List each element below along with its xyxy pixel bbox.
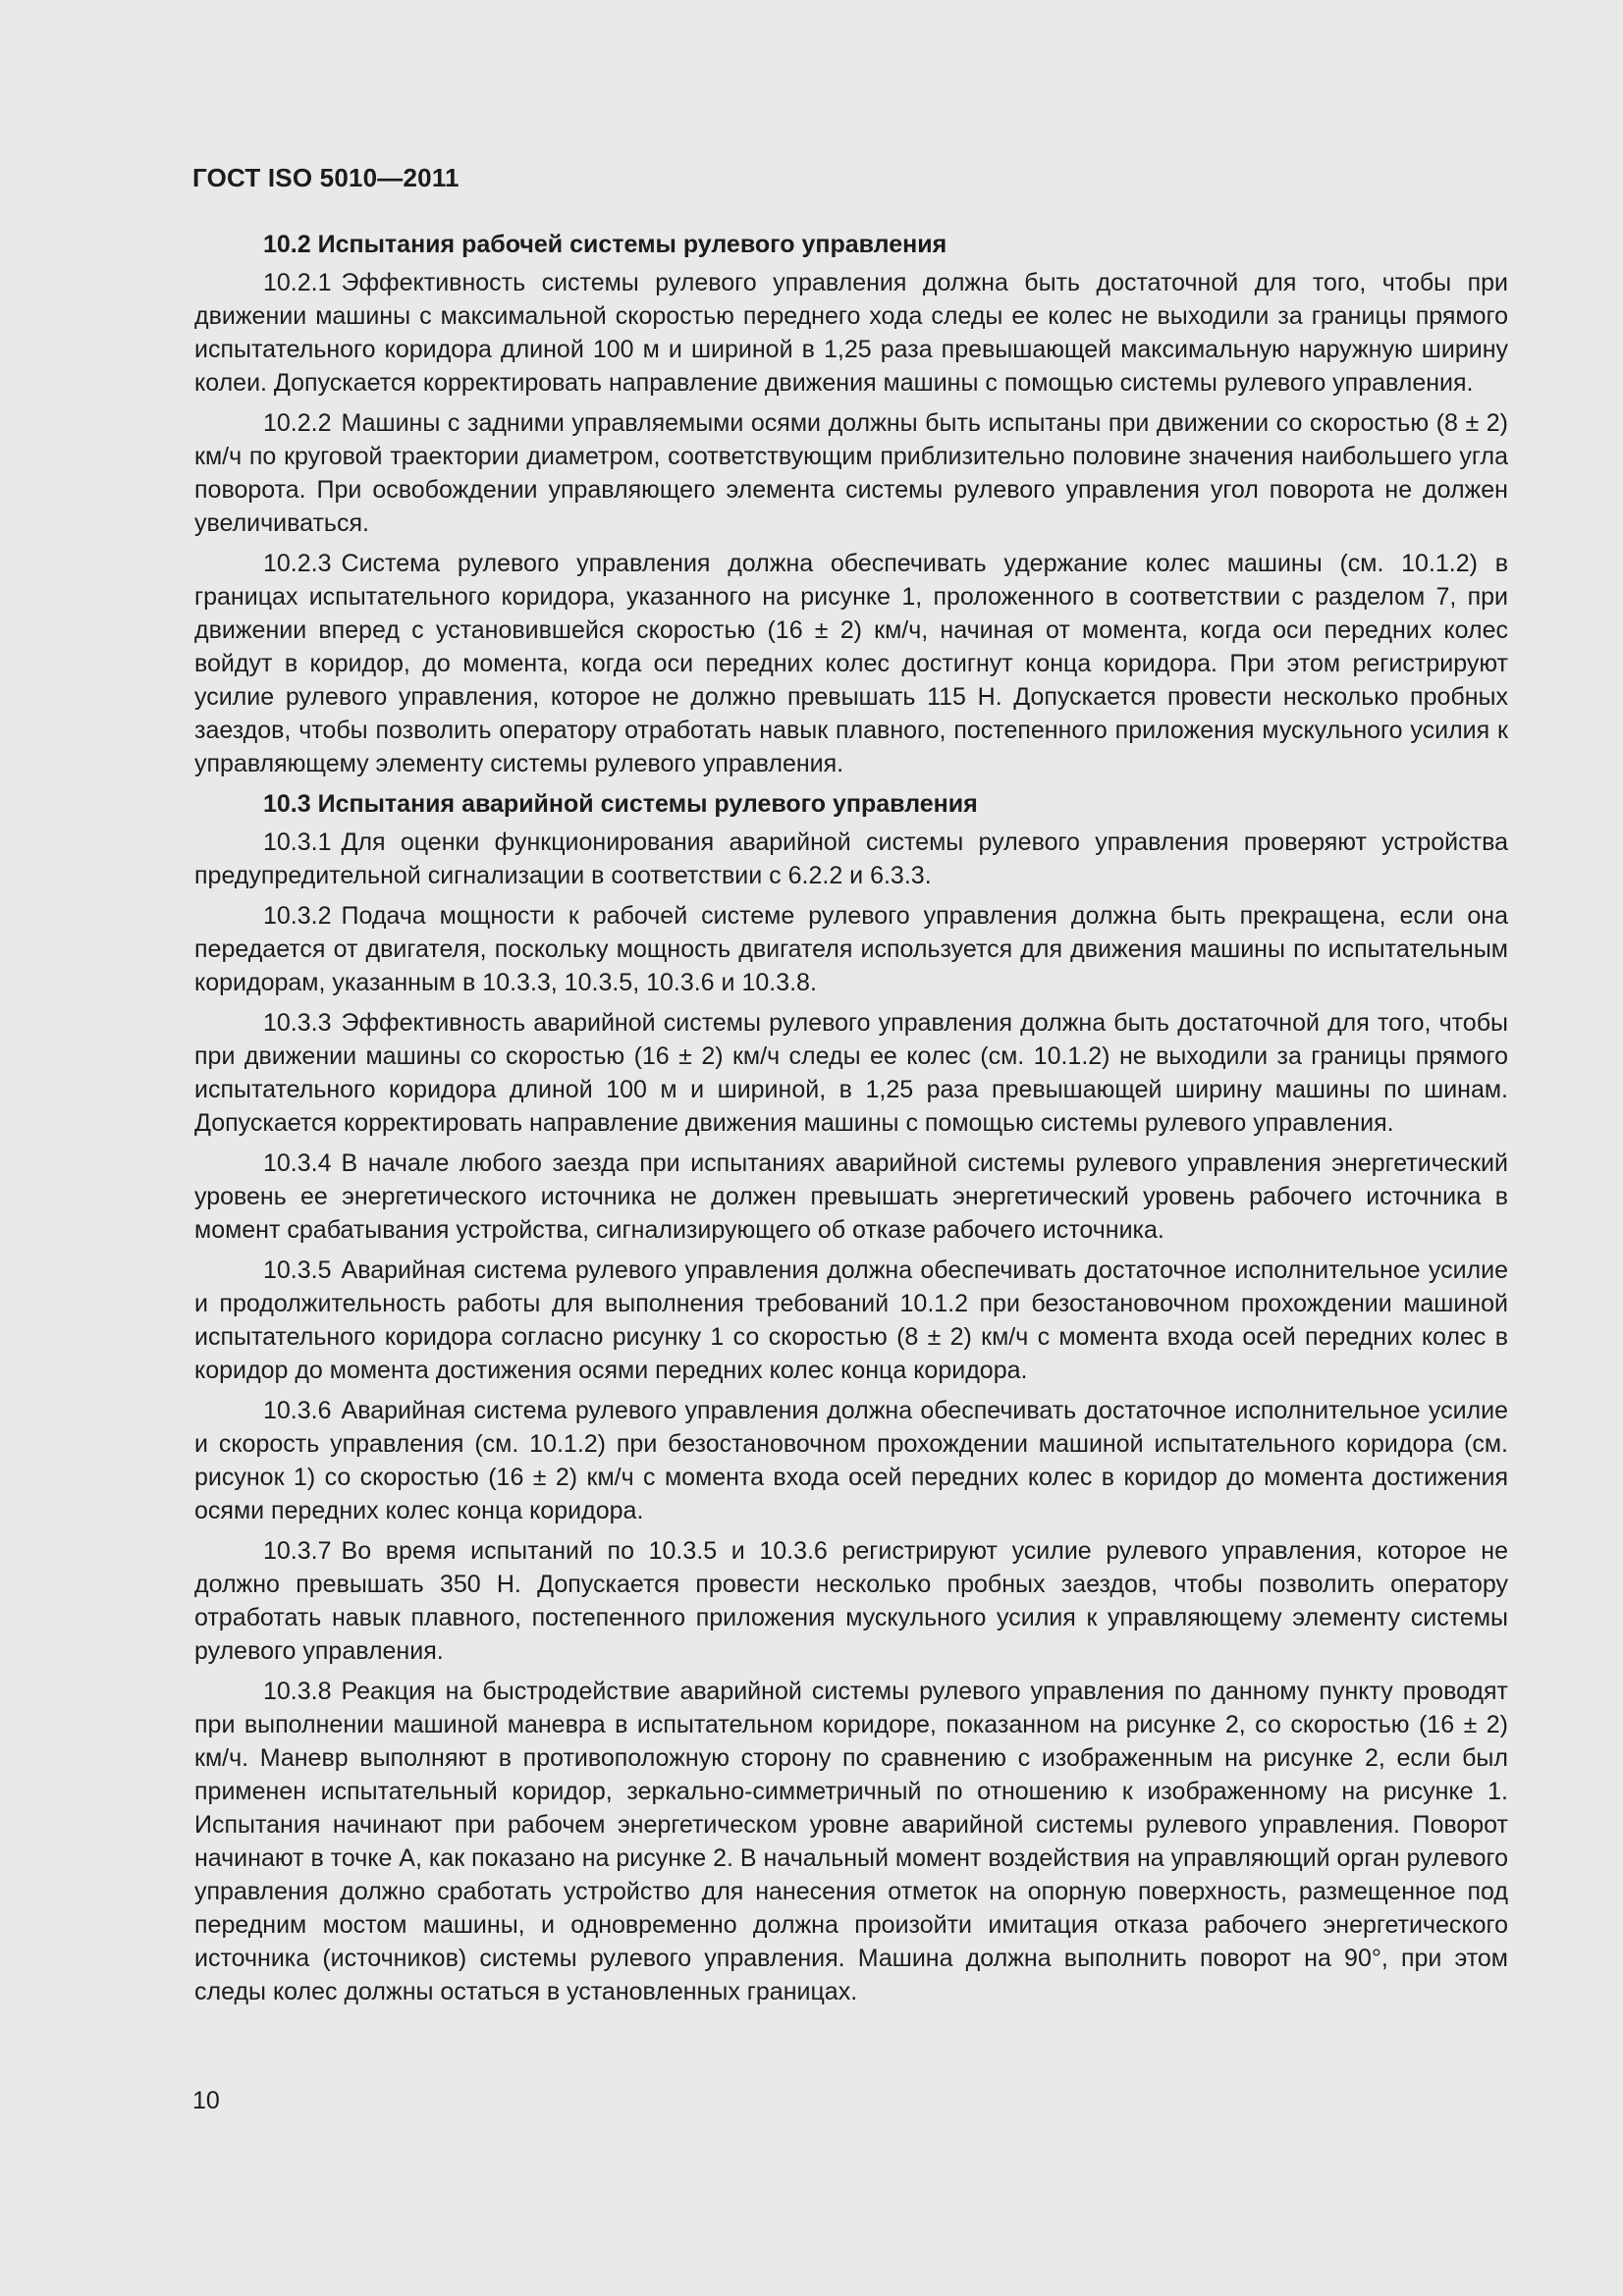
paragraph-text: Аварийная система рулевого управления должна обеспечивать достаточное исполнительное усилие и скорость управления (см. 10.1.2) при безостановочном прохождении машиной испытательного коридора (см. рисунок 1) со скоростью (16 ± 2) км/ч с момента входа осей передних колес в коридор до момента достижения осями передних колес конца коридора. [194,1397,1508,1524]
paragraph-number: 10.2.1 [263,269,332,296]
section-10-2 [194,228,1508,780]
paragraph-number: 10.3.7 [263,1537,332,1565]
paragraph-text: Машины с задними управляемыми осями должны быть испытаны при движении со скоростью (8 ± 2) км/ч по круговой траектории диаметром, соответствующим приблизительно половине значения наибольшего угла поворота. При освобождении управляющего элемента системы рулевого управления угол поворота не должен увеличиваться. [194,409,1508,537]
paragraph-text: Во время испытаний по 10.3.5 и 10.3.6 регистрируют усилие рулевого управления, которое не должно превышать 350 Н. Допускается провести несколько пробных заездов, чтобы позволить оператору отработать навык плавного, постепенного приложения мускульного усилия к управляющему элементу системы рулевого управления. [194,1537,1508,1665]
paragraph-number: 10.2.3 [263,550,332,577]
paragraph-text: Аварийная система рулевого управления должна обеспечивать достаточное исполнительное усилие и продолжительность работы для выполнения требований 10.1.2 при безостановочном прохождении машиной испытательного коридора согласно рисунку 1 со скоростью (8 ± 2) км/ч с момента входа осей передних колес в коридор до момента достижения осями передних колес конца коридора. [194,1256,1508,1384]
paragraph-10-3-8 [194,1675,1508,2008]
paragraph-number: 10.3.5 [263,1256,332,1284]
paragraph-number: 10.3.3 [263,1009,332,1037]
paragraph-text: Эффективность аварийной системы рулевого управления должна быть достаточной для того, чтобы при движении машины со скоростью (16 ± 2) км/ч следы ее колес (см. 10.1.2) не выходили за границы прямого испытательного коридора длиной 100 м и шириной, в 1,25 раза превышающей ширину машины по шинам. Допускается корректировать направление движения машины с помощью системы рулевого управления. [194,1009,1508,1137]
paragraph-number: 10.3.1 [263,828,332,856]
page-number: 10 [192,2087,220,2114]
paragraph-number: 10.3.6 [263,1397,332,1424]
paragraph-10-2-2 [194,406,1508,540]
paragraph-number: 10.3.8 [263,1678,332,1705]
paragraph-text: Реакция на быстродействие аварийной системы рулевого управления по данному пункту проводят при выполнении машиной маневра в испытательном коридоре, показанном на рисунке 2, со скоростью (16 ± 2) км/ч. Маневр выполняют в противоположную сторону по сравнению с изображенным на рисунке 2, если был применен испытательный коридор, зеркально-симметричный по отношению к изображенному на рисунке 1. Испытания начинают при рабочем энергетическом уровне аварийной системы рулевого управления. Поворот начинают в точке А, как показано на рисунке 2. В начальный момент воздействия на управляющий орган рулевого управления должно сработать устройство для нанесения отметок на опорную поверхность, размещенное под передним мостом машины, и одновременно должна произойти имитация отказа рабочего энергетического источника (источников) системы рулевого управления. Машина должна выполнить поворот на 90°, при этом следы колес должны остаться в установленных границах. [194,1678,1508,2005]
paragraph-10-3-7 [194,1534,1508,1668]
paragraph-10-3-2 [194,899,1508,999]
paragraph-text: Эффективность системы рулевого управления должна быть достаточной для того, чтобы при движении машины с максимальной скоростью переднего хода следы ее колес не выходили за границы прямого испытательного коридора длиной 100 м и шириной в 1,25 раза превышающей максимальную наружную ширину колеи. Допускается корректировать направление движения машины с помощью системы рулевого управления. [194,269,1508,397]
paragraph-10-3-1 [194,826,1508,892]
paragraph-number: 10.2.2 [263,409,332,437]
section-10-3 [194,787,1508,2008]
paragraph-text: В начале любого заезда при испытаниях аварийной системы рулевого управления энергетический уровень ее энергетического источника не должен превышать энергетический уровень рабочего источника в момент срабатывания устройства, сигнализирующего об отказе рабочего источника. [194,1149,1508,1244]
paragraph-text: Для оценки функционирования аварийной системы рулевого управления проверяют устройства предупредительной сигнализации в соответствии с 6.2.2 и 6.3.3. [194,828,1508,889]
section-title: 10.2 Испытания рабочей системы рулевого управления [263,231,947,258]
paragraph-10-3-6 [194,1394,1508,1527]
paragraph-10-2-1 [194,266,1508,400]
paragraph-text: Система рулевого управления должна обеспечивать удержание колес машины (см. 10.1.2) в границах испытательного коридора, указанного на рисунке 1, проложенного в соответствии с разделом 7, при движении вперед с установившейся скоростью (16 ± 2) км/ч, начиная от момента, когда оси передних колес войдут в коридор, до момента, когда оси передних колес достигнут конца коридора. При этом регистрируют усилие рулевого управления, которое не должно превышать 115 Н. Допускается провести несколько пробных заездов, чтобы позволить оператору отработать навык плавного, постепенного приложения мускульного усилия к управляющему элементу системы рулевого управления. [194,550,1508,777]
paragraph-10-3-4 [194,1147,1508,1247]
paragraph-number: 10.3.4 [263,1149,332,1177]
document-header: ГОСТ ISO 5010—2011 [192,163,460,192]
paragraph-10-2-3 [194,547,1508,780]
paragraph-10-3-3 [194,1006,1508,1140]
document-body [194,228,1508,2015]
paragraph-10-3-5 [194,1254,1508,1387]
section-title: 10.3 Испытания аварийной системы рулевого управления [263,790,978,818]
paragraph-text: Подача мощности к рабочей системе рулевого управления должна быть прекращена, если она передается от двигателя, поскольку мощность двигателя используется для движения машины по испытательным коридорам, указанным в 10.3.3, 10.3.5, 10.3.6 и 10.3.8. [194,902,1508,996]
paragraph-number: 10.3.2 [263,902,332,930]
